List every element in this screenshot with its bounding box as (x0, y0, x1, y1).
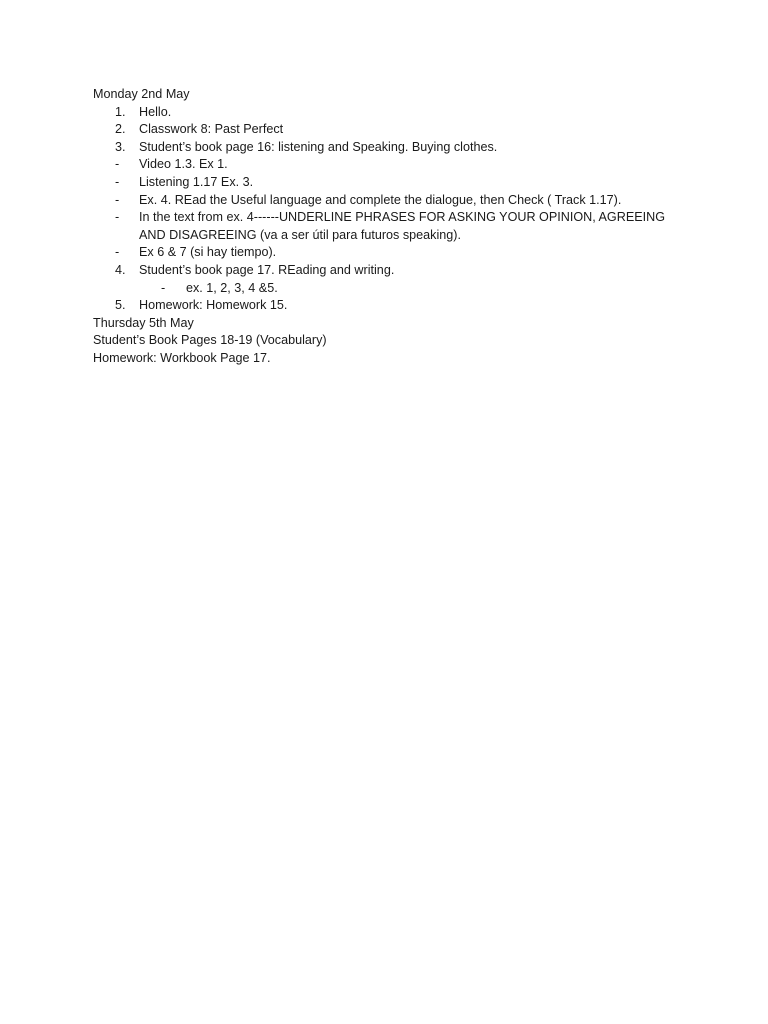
thursday-line-homework: Homework: Workbook Page 17. (93, 350, 271, 365)
list-item-2 (93, 121, 683, 139)
bullet-item-text: Ex. 4. REad the Useful language and complete the dialogue, then Check ( Track 1.17). (139, 192, 622, 207)
list-marker: 4. (115, 262, 126, 277)
list-item-text: Student’s book page 17. REading and writing. (139, 262, 395, 277)
day-heading-monday: Monday 2nd May (93, 87, 190, 101)
list-item-3 (93, 139, 683, 157)
list-marker: 3. (115, 139, 126, 154)
list-item-1 (93, 104, 683, 122)
bullet-item-ex6-7 (93, 244, 683, 262)
bullet-marker: - (115, 157, 120, 172)
list-item-text: Hello. (139, 104, 172, 119)
sub-bullet-text: ex. 1, 2, 3, 4 &5. (186, 280, 278, 295)
list-item-5 (93, 297, 683, 315)
document-body (93, 86, 683, 368)
bullet-item-video (93, 156, 683, 174)
list-item-4 (93, 262, 683, 280)
bullet-item-text: Ex 6 & 7 (si hay tiempo). (139, 245, 277, 260)
sub-bullet-item (93, 280, 683, 298)
bullet-marker: - (115, 192, 120, 207)
list-item-text: Student’s book page 16: listening and Speaking. Buying clothes. (139, 139, 498, 154)
bullet-item-ex4 (93, 192, 683, 210)
bullet-item-text: Video 1.3. Ex 1. (139, 157, 228, 172)
bullet-item-text: In the text from ex. 4------UNDERLINE PHRASES FOR ASKING YOUR OPINION, AGREEING AND DISAGREEING (va a ser útil para futuros speaking). (139, 210, 666, 242)
bullet-marker: - (115, 245, 120, 260)
thursday-line-vocabulary: Student’s Book Pages 18-19 (Vocabulary) (93, 333, 327, 348)
bullet-item-listening (93, 174, 683, 192)
list-item-text: Homework: Homework 15. (139, 298, 288, 313)
list-marker: 5. (115, 298, 126, 313)
bullet-item-text: Listening 1.17 Ex. 3. (139, 174, 254, 189)
bullet-marker: - (115, 174, 120, 189)
list-marker: 2. (115, 122, 126, 137)
day-heading-thursday: Thursday 5th May (93, 315, 194, 330)
bullet-marker: - (115, 210, 120, 225)
list-item-text: Classwork 8: Past Perfect (139, 122, 284, 137)
bullet-item-underline (93, 209, 683, 244)
bullet-marker: - (161, 280, 166, 295)
list-marker: 1. (115, 104, 126, 119)
